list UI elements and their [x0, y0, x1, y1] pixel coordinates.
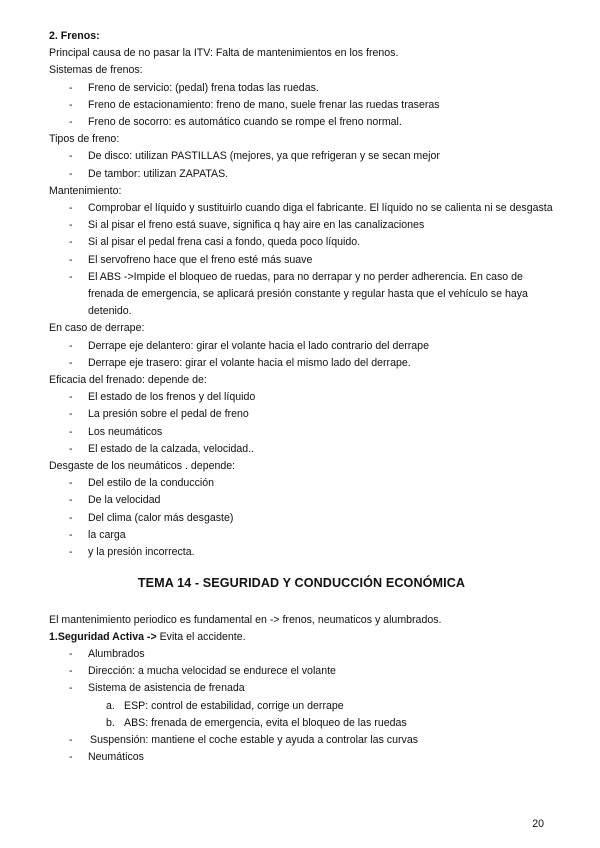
asistencia-sublist — [49, 698, 554, 732]
list-item: - El ABS ->Impide el bloqueo de ruedas, para no derrapar y no perder adherencia. En caso de frenada de emergencia, se aplicará presión constante y regular hasta que el vehículo se haya detenido. — [49, 269, 554, 321]
derrape-list — [49, 338, 554, 372]
sublist-item — [49, 715, 554, 732]
tema-title: TEMA 14 - SEGURIDAD Y CONDUCCIÓN ECONÓMICA — [137, 576, 466, 591]
list-item: - Freno de socorro: es automático cuando se rompe el freno normal. — [49, 114, 554, 131]
sistemas-label: Sistemas de frenos: — [49, 64, 143, 77]
frenos-intro: Principal causa de no pasar la ITV: Falta de mantenimientos en los frenos. — [49, 47, 399, 60]
list-item: - Neumáticos — [49, 749, 554, 766]
mantenimiento-list — [49, 200, 554, 320]
list-item: - Derrape eje delantero: girar el volante hacia el lado contrario del derrape — [49, 338, 554, 355]
list-item: - Sistema de asistencia de frenada — [49, 680, 554, 697]
list-item: - Derrape eje trasero: girar el volante hacia el mismo lado del derrape. — [49, 355, 554, 372]
tipos-list — [49, 148, 554, 182]
sistemas-list — [49, 80, 554, 132]
list-item: - De tambor: utilizan ZAPATAS. — [49, 166, 554, 183]
list-item: - Del estilo de la conducción — [49, 475, 554, 492]
desgaste-list — [49, 475, 554, 561]
seguridad-activa-heading: 1.Seguridad Activa -> — [49, 630, 157, 643]
sublist-text: ABS: frenada de emergencia, evita el bloqueo de las ruedas — [124, 716, 407, 729]
seguridad-activa-text: Evita el accidente. — [156, 630, 246, 643]
tipos-label: Tipos de freno: — [49, 133, 120, 146]
list-item: - Freno de servicio: (pedal) frena todas las ruedas. — [49, 80, 554, 97]
list-item: - Si al pisar el pedal frena casi a fondo, queda poco líquido. — [49, 234, 554, 251]
sublist-marker: a. — [106, 699, 115, 712]
list-item: - Si al pisar el freno está suave, significa q hay aire en las canalizaciones — [49, 217, 554, 234]
sublist-marker: b. — [106, 716, 115, 729]
tema-intro: El mantenimiento periodico es fundamental en -> frenos, neumaticos y alumbrados. — [49, 613, 442, 626]
sublist-item — [49, 698, 554, 715]
list-item: - De la velocidad — [49, 492, 554, 509]
list-item: - Suspensión: mantiene el coche estable y ayuda a controlar las curvas — [49, 732, 554, 749]
eficacia-list — [49, 389, 554, 458]
page-content — [49, 28, 554, 766]
mantenimiento-label: Mantenimiento: — [49, 184, 122, 197]
list-item: - Freno de estacionamiento: freno de mano, suele frenar las ruedas traseras — [49, 97, 554, 114]
page-number: 20 — [532, 818, 544, 830]
list-item: - La presión sobre el pedal de freno — [49, 406, 554, 423]
seguridad-activa-list-cont — [49, 732, 554, 766]
section-heading-frenos: 2. Frenos: — [49, 30, 100, 42]
desgaste-label: Desgaste de los neumáticos . depende: — [49, 460, 236, 473]
list-item: - Dirección: a mucha velocidad se endurece el volante — [49, 663, 554, 680]
list-item: - El estado de la calzada, velocidad.. — [49, 441, 554, 458]
list-item: - El servofreno hace que el freno esté más suave — [49, 252, 554, 269]
list-item: - Los neumáticos — [49, 424, 554, 441]
list-item: - y la presión incorrecta. — [49, 544, 554, 561]
list-item: - la carga — [49, 527, 554, 544]
list-item: - De disco: utilizan PASTILLAS (mejores, ya que refrigeran y se secan mejor — [49, 148, 554, 165]
derrape-label: En caso de derrape: — [49, 322, 145, 335]
seguridad-activa-list — [49, 646, 554, 698]
list-item: - Del clima (calor más desgaste) — [49, 510, 554, 527]
seguridad-activa-line — [49, 629, 554, 646]
list-item: - El estado de los frenos y del líquido — [49, 389, 554, 406]
list-item: - Comprobar el líquido y sustituirlo cuando diga el fabricante. El líquido no se calienta ni se desgasta — [49, 200, 554, 217]
list-item: - Alumbrados — [49, 646, 554, 663]
sublist-text: ESP: control de estabilidad, corrige un derrape — [124, 699, 344, 712]
eficacia-label: Eficacia del frenado: depende de: — [49, 374, 207, 387]
